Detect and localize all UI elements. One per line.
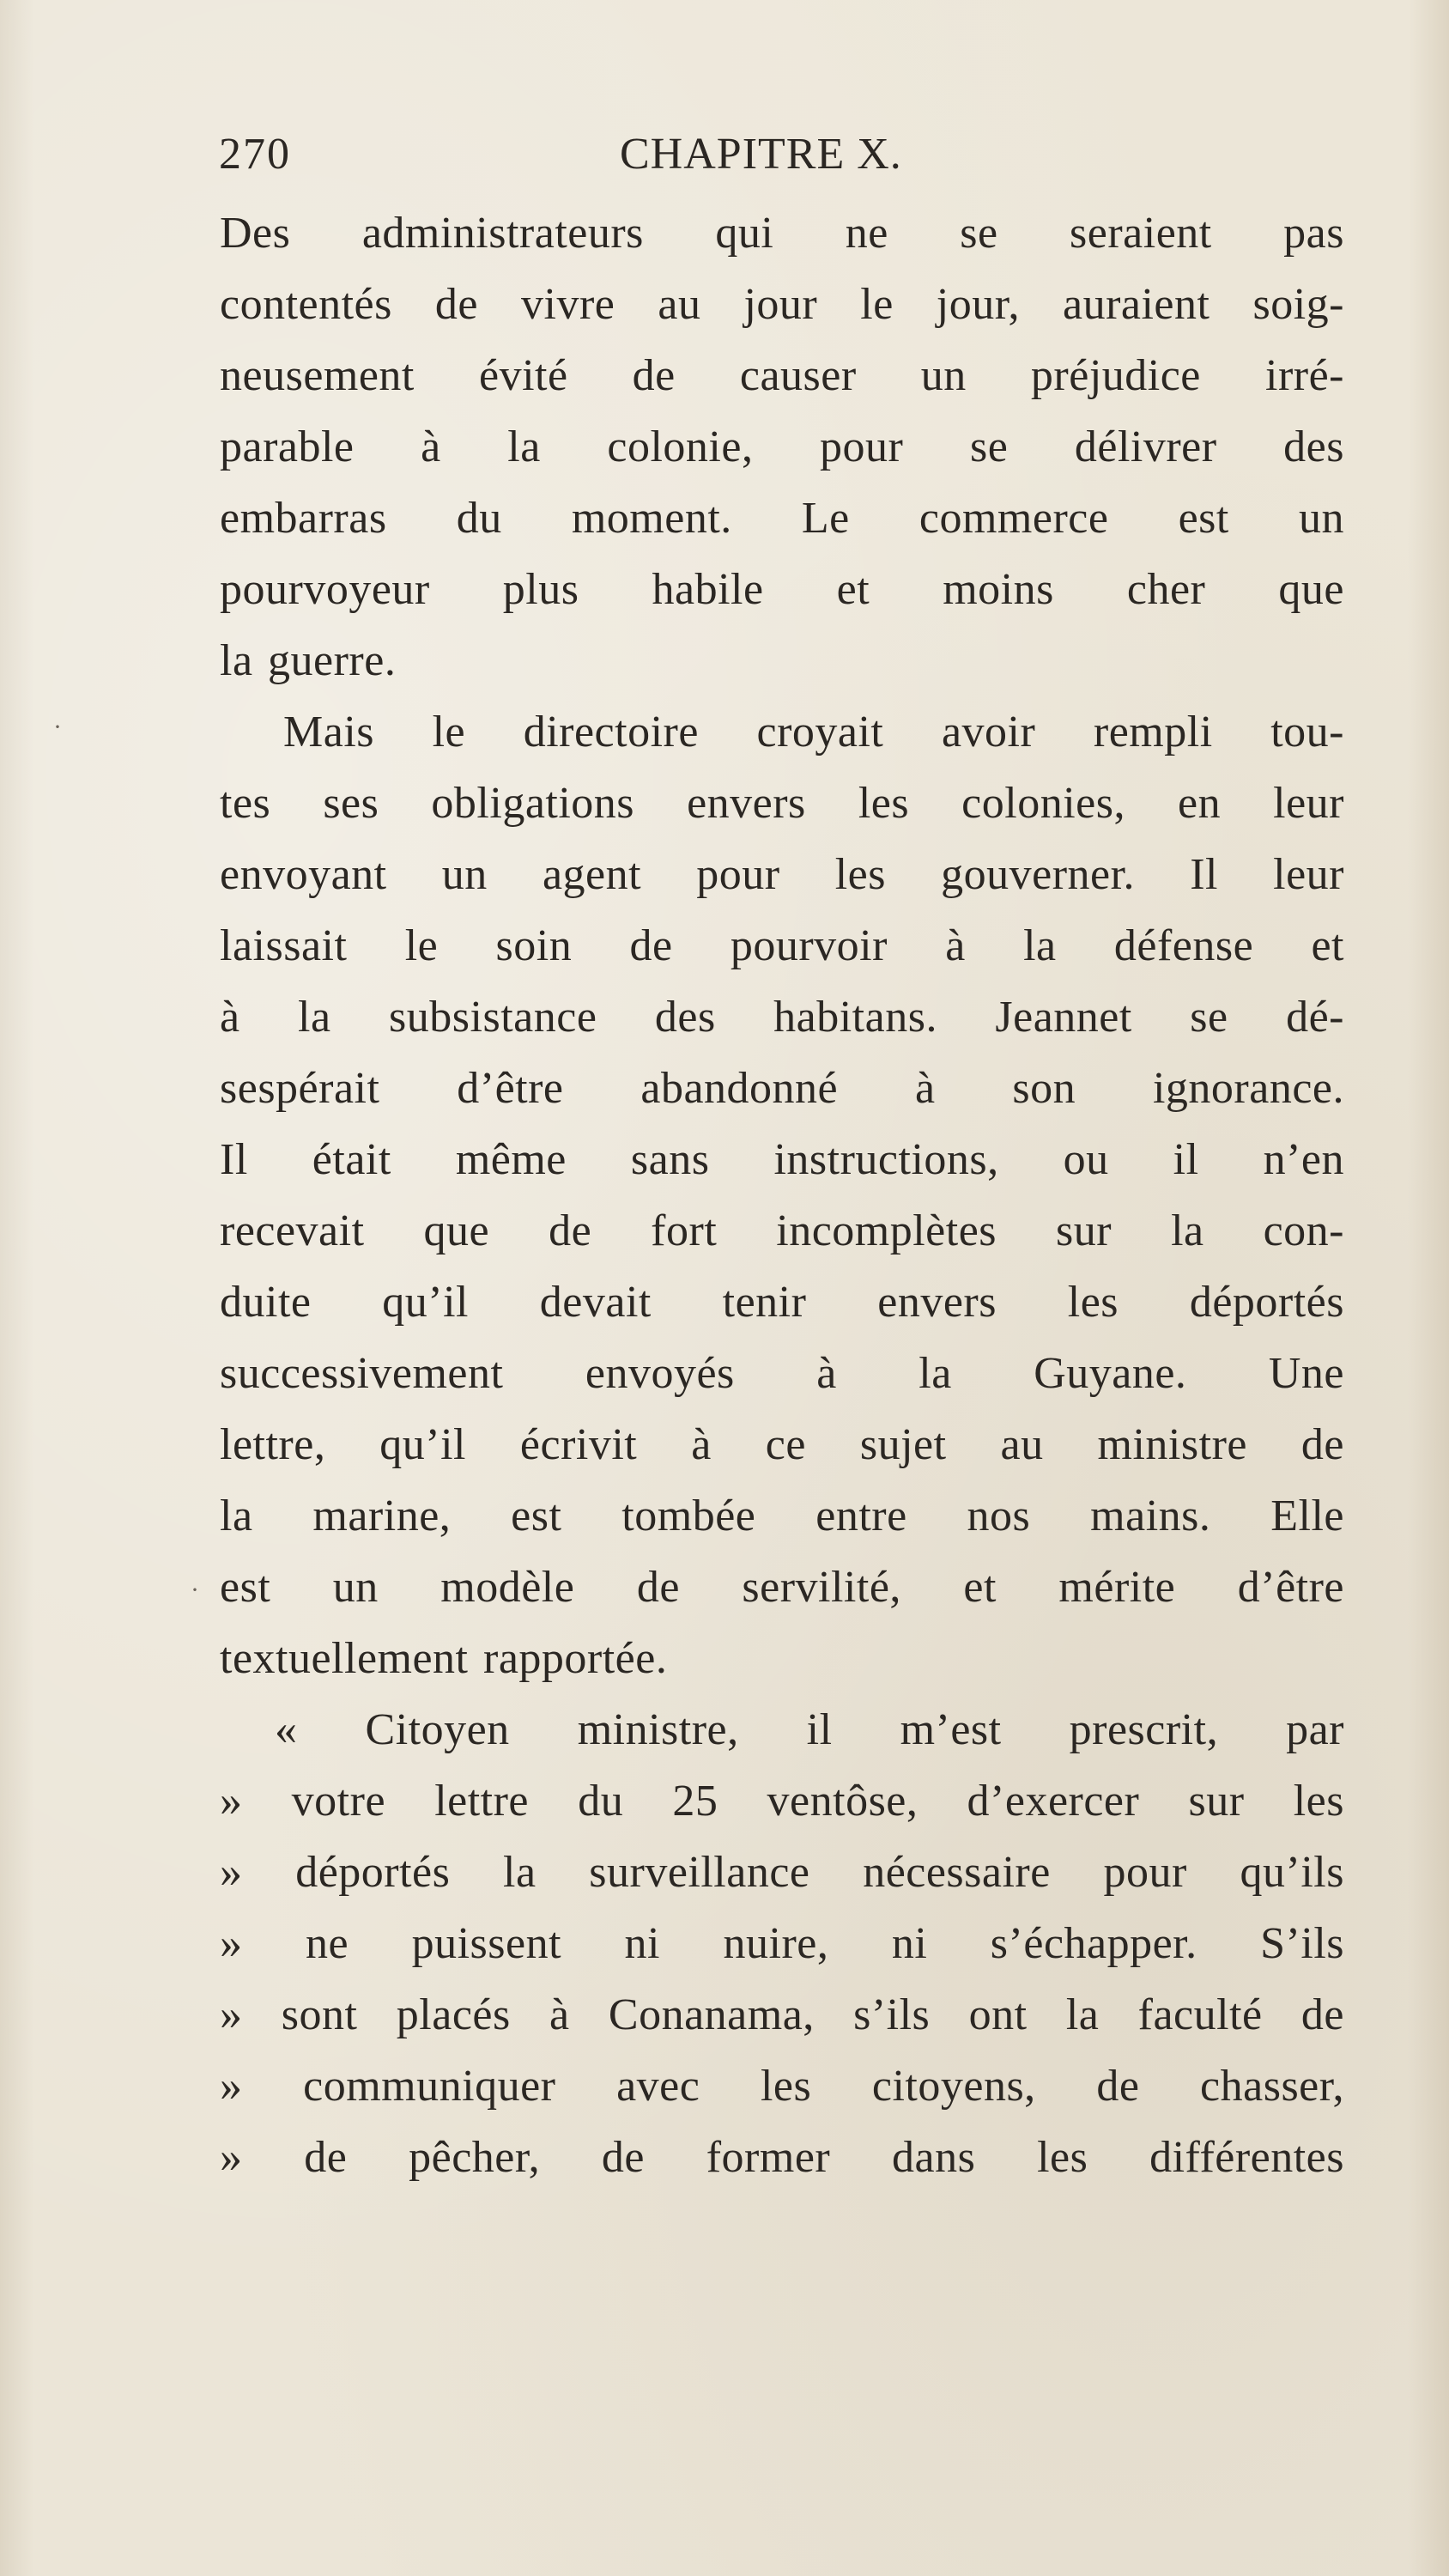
text-line: parable à la colonie, pour se délivrer des xyxy=(220,422,1344,471)
text-line: lettre, qu’il écrivit à ce sujet au ministre de xyxy=(220,1420,1344,1469)
quote-start-line: « Citoyen ministre, il m’est prescrit, par xyxy=(275,1705,1344,1754)
text-line: sespérait d’être abandonné à son ignorance. xyxy=(220,1064,1344,1113)
text-line: la guerre. xyxy=(220,636,397,685)
margin-speck: · xyxy=(191,1576,199,1604)
text-line: neusement évité de causer un préjudice irré- xyxy=(220,351,1344,400)
text-line: successivement envoyés à la Guyane. Une xyxy=(220,1349,1344,1398)
text-line: Des administrateurs qui ne se seraient pas xyxy=(220,209,1344,258)
quote-line: » communiquer avec les citoyens, de chasser, xyxy=(220,2062,1344,2111)
text-line: est un modèle de servilité, et mérite d’être xyxy=(220,1563,1344,1612)
text-line: pourvoyeur plus habile et moins cher que xyxy=(220,565,1344,614)
paragraph-start-line: Mais le directoire croyait avoir rempli tou- xyxy=(283,708,1344,756)
running-head: CHAPITRE X. xyxy=(620,130,902,179)
text-line: tes ses obligations envers les colonies, en leur xyxy=(220,779,1344,828)
text-line: textuellement rapportée. xyxy=(220,1634,668,1683)
text-line: à la subsistance des habitans. Jeannet se dé- xyxy=(220,993,1344,1042)
text-line: la marine, est tombée entre nos mains. Elle xyxy=(220,1492,1344,1540)
text-line: duite qu’il devait tenir envers les déportés xyxy=(220,1278,1344,1327)
quote-line: » votre lettre du 25 ventôse, d’exercer sur les xyxy=(220,1777,1344,1826)
text-line: Il était même sans instructions, ou il n’en xyxy=(220,1135,1344,1184)
text-line: envoyant un agent pour les gouverner. Il leur xyxy=(220,850,1344,899)
margin-speck: · xyxy=(53,713,62,741)
quote-line: » déportés la surveillance nécessaire pour qu’ils xyxy=(220,1848,1344,1897)
quote-line: » sont placés à Conanama, s’ils ont la faculté de xyxy=(220,1990,1344,2039)
quote-line: » de pêcher, de former dans les différentes xyxy=(220,2133,1344,2182)
page-header xyxy=(219,129,1335,180)
quote-line: » ne puissent ni nuire, ni s’échapper. S’ils xyxy=(220,1919,1344,1968)
text-line: contentés de vivre au jour le jour, auraient soig- xyxy=(220,280,1344,329)
body-text xyxy=(220,197,1344,2193)
page-number: 270 xyxy=(219,130,291,179)
text-line: embarras du moment. Le commerce est un xyxy=(220,494,1344,543)
text-line: recevait que de fort incomplètes sur la con- xyxy=(220,1206,1344,1255)
text-line: laissait le soin de pourvoir à la défense et xyxy=(220,921,1344,970)
